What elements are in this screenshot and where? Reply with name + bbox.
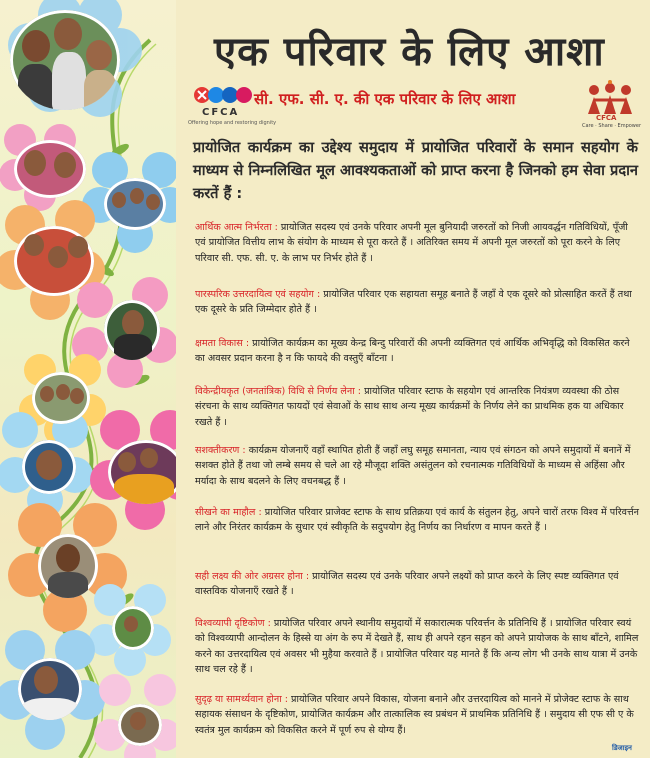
section-heading: सही लक्ष्य की ओर अग्रसर होना :	[195, 571, 310, 582]
section-decentralized-decisions	[195, 384, 640, 430]
section-body: प्रायोजित परिवार एक सहायता समूह बनाते हैं जहाँ वे एक दूसरे को प्रोत्साहित करतें हैं तथा एक दूसरे के प्रति जिम्मेदार होते हैं ।	[195, 289, 632, 316]
section-heading: सीखने का माहौल :	[195, 507, 262, 518]
children-photo	[32, 372, 90, 424]
section-body: प्रायोजित परिवार स्टाफ के सहयोग एवं आन्तरिक नियंत्रण व्यवस्था की ठोस संरचना के साथ व्यक्तिगत फायदों एवं सेवाओं के साथ साथ अन्य मूख्य कार्यक्रमों के निर्णय लेने का प्राथमिक हक या अधिकार रखते हैं ।	[195, 386, 624, 428]
group-photo	[14, 226, 94, 296]
field-photo	[112, 606, 154, 650]
section-body: प्रायोजित परिवार अपने विकास, योजना बनाने और उत्तरदायित्व को मानने में प्रोजेक्ट स्टाफ के साथ सहायक संसाधन के दृष्टिकोण, प्रायोजित कार्यक्रम और तात्कालिक स्व प्रबंधन में प्राथमिक प्रतिनिधि हैं । समुदाय सी एफ सी ए के स्वतंत्र मुल कार्यक्रम को विकसित करने में पूर्ण रुप से योग्य हैं।	[195, 694, 634, 736]
section-empowerment	[195, 443, 640, 489]
section-capacity-building	[195, 336, 640, 367]
section-body: प्रायोजित परिवार अपने स्थानीय समुदायों में सकारात्मक परिवर्त्तन के प्रतिनिधि हैं । प्रायोजित परिवार स्वयं को विश्वव्यापी आन्दोलन के हिस्से या अंग के रुप में देखते हैं, साथ ही अपने रहन सहन को अपने प्रायोजक के साथ बाँटने, शामिल करने का उत्तरदायित्व एवं अवसर भी मुहैया करवाते हैं । प्रायोजित परिवार यह मानते हैं कि अन्य लोग भी उनके साथ यात्रा में उनके साथ चल रहे हैं ।	[195, 618, 639, 676]
cfca-logo-text-right: CFCA	[596, 114, 617, 122]
section-heading: पारस्परिक उत्तरदायित्व एवं सहयोग :	[195, 289, 321, 300]
flower-petals	[0, 0, 192, 758]
section-heading: आर्थिक आत्म निर्भरता :	[195, 222, 278, 233]
section-learning-environment	[195, 505, 640, 536]
cfca-logo-right	[580, 80, 640, 134]
worker-photo	[118, 704, 162, 746]
cfca-people-icon	[580, 80, 640, 116]
cfca-logo-icon	[188, 82, 258, 108]
boy-photo	[22, 440, 76, 494]
cfca-logo-tagline: Offering hope and restoring dignity	[188, 120, 277, 126]
section-global-outlook	[195, 616, 640, 678]
family-photo	[10, 10, 120, 110]
cfca-logo-text: CFCA	[202, 107, 240, 118]
decorative-photo-strip	[0, 0, 192, 758]
section-body: प्रायोजित कार्यक्रम का मूख्य केन्द्र बिन्दु परिवारों की अपनी व्यक्तिगत एवं आर्थिक अभिवृद्धि को विकसित करने का अवसर प्रदान करना है न कि फायदे की वस्तुएँ बाँटना ।	[195, 338, 630, 365]
student-photo	[18, 658, 82, 720]
girls-photo	[14, 140, 86, 198]
section-strengthening	[195, 692, 640, 738]
community-photo	[104, 178, 166, 230]
section-body: कार्यक्रम योजनाएँ वहाँ स्थापित होती हैं जहाँ लघु समूह समानता, न्याय एवं संगठन को अपने समुदायों में बनानें में सशक्त होते हैं तथा जो लम्बे समय से चले आ रहे मौजूदा शक्ति असंतुलन को रचनात्मक गतिविधियों के माध्यम से अहिंसा और मर्यादा के साथ बदलने के लिए वचनबद्ध हैं ।	[195, 445, 631, 487]
section-body: प्रायोजित सदस्य एवं उनके परिवार अपने लक्ष्यों को प्राप्त करने के लिए स्पष्ट व्यक्तिगत एवं वास्तविक योजनाएँ रखते हैं ।	[195, 571, 619, 598]
section-mutual-responsibility	[195, 287, 640, 318]
section-heading: सशक्तीकरण :	[195, 445, 246, 456]
section-heading: विश्वव्यापी दृष्टिकोण :	[195, 618, 271, 629]
woman-photo	[104, 300, 160, 360]
section-heading: विकेन्द्रीयकृत (जनतांत्रिक) विधि से निर्णय लेना :	[195, 386, 362, 397]
section-goal-orientation	[195, 569, 640, 600]
intro-paragraph: प्रायोजित कार्यक्रम का उद्देश्य समुदाय में प्रायोजित परिवारों के समान सहयोग के माध्यम से निम्नलिखित मूल आवश्यकताओं को प्राप्त करना है जिनको हम सेवा प्रदान करतें हैं :	[193, 139, 638, 202]
section-heading: सुदृढ़ या सामर्थ्यवान होना :	[195, 694, 288, 705]
footer-credit: डिजाइन	[612, 744, 632, 752]
section-heading: क्षमता विकास :	[195, 338, 250, 349]
subtitle: सी. एफ. सी. ए. की एक परिवार के लिए आशा	[254, 90, 516, 108]
section-body: प्रायोजित परिवार प्राजेक्ट स्टाफ के साथ प्रतिक्रया एवं कार्य के संतुलन हेतु, अपने चारों तरफ विश्व में परिवर्त्तन लाने और निरंतर कार्यक्रम के सुधार एवं स्वीकृति के सदुपयोग हेतु निर्णय का निर्धारण व मापन करते हैं ।	[195, 507, 639, 534]
women-group-photo	[108, 440, 184, 504]
section-economic-self-reliance	[195, 220, 640, 266]
cfca-logo-tagline-right: Care · Share · Empower	[582, 123, 642, 129]
cfca-logo-left	[188, 82, 277, 132]
page-title: एक परिवार के लिए आशा	[214, 29, 605, 75]
vine-decoration	[0, 0, 192, 758]
section-body: प्रायोजित सदस्य एवं उनके परिवार अपनी मूल बुनियादी जरुरतों को निजी आयवर्द्धन गतिविधियों, पूँजी एवं प्रायोजित वित्तीय लाभ के संयोग के माध्यम से पूरा करते हैं । अतिरिक्त समय में अपनी मूल जरुरतों को पूरा करने के लिए परिवार सी. एफ. सी. ए. के लाभ पर निर्भर होते हैं ।	[195, 222, 628, 264]
man-photo	[38, 534, 98, 598]
